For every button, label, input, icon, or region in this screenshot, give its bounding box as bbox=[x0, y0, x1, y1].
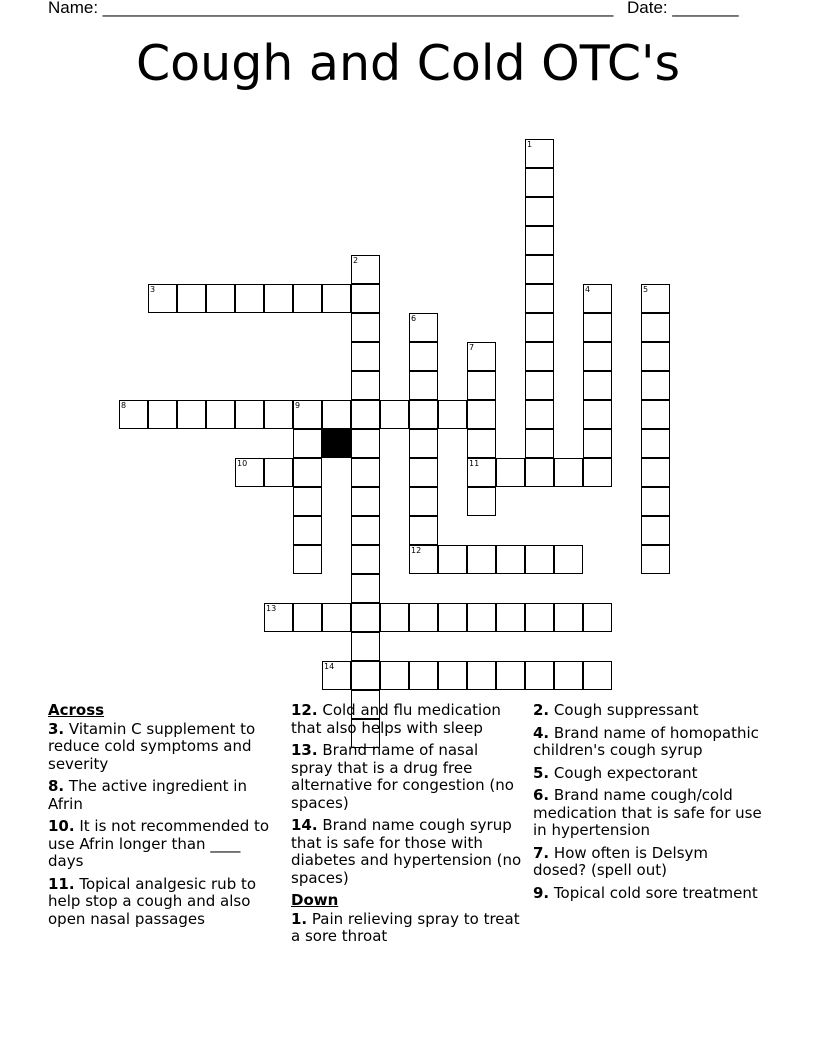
grid-cell[interactable] bbox=[438, 400, 467, 429]
grid-cell[interactable] bbox=[641, 545, 670, 574]
grid-cell[interactable] bbox=[235, 284, 264, 313]
grid-cell[interactable] bbox=[496, 603, 525, 632]
cell-number: 11 bbox=[469, 459, 480, 468]
grid-cell[interactable] bbox=[467, 603, 496, 632]
grid-cell[interactable] bbox=[293, 284, 322, 313]
name-line[interactable]: Name: ______________________________________________________ bbox=[48, 0, 614, 17]
grid-cell[interactable] bbox=[409, 458, 438, 487]
clue-down-7: 7. How often is Delsym dosed? (spell out) bbox=[533, 843, 708, 879]
grid-cell[interactable] bbox=[351, 632, 380, 661]
clue-down-2: 2. Cough suppressant bbox=[533, 701, 699, 719]
grid-cell[interactable] bbox=[119, 400, 148, 429]
grid-cell[interactable] bbox=[525, 400, 554, 429]
clue-across-10: 10. It is not recommended to use Afrin longer than ____ days bbox=[48, 817, 270, 870]
grid-cell[interactable] bbox=[467, 545, 496, 574]
grid-cell[interactable] bbox=[496, 545, 525, 574]
cell-number: 12 bbox=[411, 546, 422, 555]
grid-cell[interactable] bbox=[554, 458, 583, 487]
grid-cell[interactable] bbox=[264, 284, 293, 313]
grid-cell[interactable] bbox=[467, 458, 496, 487]
cell-number: 10 bbox=[237, 459, 248, 468]
grid-cell[interactable] bbox=[583, 342, 612, 371]
grid-cell[interactable] bbox=[148, 400, 177, 429]
date-line[interactable]: Date: _______ bbox=[627, 0, 739, 17]
cell-number: 7 bbox=[469, 343, 475, 352]
grid-cell[interactable] bbox=[467, 661, 496, 690]
grid-cell[interactable] bbox=[206, 400, 235, 429]
grid-cell[interactable] bbox=[583, 429, 612, 458]
grid-cell[interactable] bbox=[409, 661, 438, 690]
grid-cell[interactable] bbox=[438, 545, 467, 574]
grid-cell[interactable] bbox=[293, 516, 322, 545]
grid-cell[interactable] bbox=[467, 429, 496, 458]
grid-cell[interactable] bbox=[641, 371, 670, 400]
grid-cell[interactable] bbox=[525, 458, 554, 487]
clue-down-1: 1. Pain relieving spray to treat a sore throat bbox=[291, 909, 520, 945]
grid-cell[interactable] bbox=[293, 429, 322, 458]
clue-down-5: 5. Cough expectorant bbox=[533, 763, 698, 782]
grid-cell[interactable] bbox=[525, 429, 554, 458]
grid-cell[interactable] bbox=[583, 458, 612, 487]
grid-cell[interactable] bbox=[409, 603, 438, 632]
grid-cell[interactable] bbox=[322, 603, 351, 632]
grid-cell[interactable] bbox=[380, 603, 409, 632]
grid-cell[interactable] bbox=[583, 661, 612, 690]
grid-cell[interactable] bbox=[351, 574, 380, 603]
grid-block bbox=[322, 429, 351, 458]
cell-number: 2 bbox=[353, 256, 359, 265]
grid-cell[interactable] bbox=[293, 400, 322, 429]
grid-cell[interactable] bbox=[351, 400, 380, 429]
grid-cell[interactable] bbox=[438, 661, 467, 690]
clues-column-1 bbox=[48, 702, 280, 933]
grid-cell[interactable] bbox=[525, 226, 554, 255]
grid-cell[interactable] bbox=[525, 139, 554, 168]
grid-cell[interactable] bbox=[409, 313, 438, 342]
grid-cell[interactable] bbox=[525, 255, 554, 284]
grid-cell[interactable] bbox=[293, 458, 322, 487]
grid-cell[interactable] bbox=[641, 429, 670, 458]
grid-cell[interactable] bbox=[351, 255, 380, 284]
clue-across-11: 11. Topical analgesic rub to help stop a cough and also open nasal passages bbox=[48, 874, 257, 928]
grid-cell[interactable] bbox=[351, 313, 380, 342]
cell-number: 14 bbox=[324, 662, 335, 671]
clue-across-8: 8. The active ingredient in Afrin bbox=[48, 777, 247, 813]
clue-down-4: 4. Brand name of homopathic children's cough syrup bbox=[533, 723, 759, 759]
grid-cell[interactable] bbox=[322, 284, 351, 313]
grid-cell[interactable] bbox=[293, 603, 322, 632]
grid-cell[interactable] bbox=[264, 458, 293, 487]
grid-cell[interactable] bbox=[380, 661, 409, 690]
grid-cell[interactable] bbox=[525, 168, 554, 197]
grid-cell[interactable] bbox=[264, 603, 293, 632]
grid-cell[interactable] bbox=[583, 371, 612, 400]
grid-cell[interactable] bbox=[641, 284, 670, 313]
down-heading: Down bbox=[291, 891, 339, 909]
grid-cell[interactable] bbox=[467, 342, 496, 371]
grid-cell[interactable] bbox=[525, 603, 554, 632]
clue-down-6: 6. Brand name cough/cold medication that is safe for use in hypertension bbox=[533, 786, 762, 839]
grid-cell[interactable] bbox=[351, 661, 380, 690]
grid-cell[interactable] bbox=[525, 342, 554, 371]
grid-cell[interactable] bbox=[438, 603, 467, 632]
clue-across-13: 13. Brand name of nasal spray that is a drug free alternative for congestion (no spaces) bbox=[291, 741, 514, 812]
grid-cell[interactable] bbox=[409, 371, 438, 400]
clue-across-12: 12. Cold and flu medication that also helps with sleep bbox=[291, 701, 501, 737]
grid-cell[interactable] bbox=[554, 603, 583, 632]
grid-cell[interactable] bbox=[351, 371, 380, 400]
cell-number: 4 bbox=[585, 285, 591, 294]
grid-cell[interactable] bbox=[583, 313, 612, 342]
grid-cell[interactable] bbox=[525, 197, 554, 226]
grid-cell[interactable] bbox=[641, 342, 670, 371]
grid-cell[interactable] bbox=[554, 545, 583, 574]
clues-column-2 bbox=[291, 702, 523, 951]
clues-column-3 bbox=[533, 702, 765, 907]
grid-cell[interactable] bbox=[409, 342, 438, 371]
grid-cell[interactable] bbox=[206, 284, 235, 313]
grid-cell[interactable] bbox=[525, 313, 554, 342]
grid-cell[interactable] bbox=[409, 400, 438, 429]
grid-cell[interactable] bbox=[409, 516, 438, 545]
grid-cell[interactable] bbox=[525, 661, 554, 690]
page-title: Cough and Cold OTC's bbox=[135, 35, 681, 92]
grid-cell[interactable] bbox=[351, 284, 380, 313]
grid-cell[interactable] bbox=[177, 400, 206, 429]
grid-cell[interactable] bbox=[554, 661, 583, 690]
grid-cell[interactable] bbox=[409, 487, 438, 516]
clue-across-14: 14. Brand name cough syrup that is safe for those with diabetes and hypertension (no spaces) bbox=[291, 816, 522, 887]
grid-cell[interactable] bbox=[235, 400, 264, 429]
cell-number: 6 bbox=[411, 314, 417, 323]
cell-number: 3 bbox=[150, 285, 156, 294]
cell-number: 9 bbox=[295, 401, 301, 410]
grid-cell[interactable] bbox=[496, 458, 525, 487]
grid-cell[interactable] bbox=[293, 545, 322, 574]
grid-cell[interactable] bbox=[583, 284, 612, 313]
grid-cell[interactable] bbox=[583, 400, 612, 429]
grid-cell[interactable] bbox=[148, 284, 177, 313]
grid-cell[interactable] bbox=[409, 545, 438, 574]
grid-cell[interactable] bbox=[264, 400, 293, 429]
grid-cell[interactable] bbox=[641, 458, 670, 487]
grid-cell[interactable] bbox=[235, 458, 264, 487]
grid-cell[interactable] bbox=[351, 342, 380, 371]
grid-cell[interactable] bbox=[641, 313, 670, 342]
cell-number: 13 bbox=[266, 604, 277, 613]
grid-cell[interactable] bbox=[525, 284, 554, 313]
grid-cell[interactable] bbox=[409, 429, 438, 458]
grid-cell[interactable] bbox=[641, 400, 670, 429]
grid-cell[interactable] bbox=[583, 603, 612, 632]
grid-cell[interactable] bbox=[351, 429, 380, 458]
cell-number: 1 bbox=[527, 140, 533, 149]
grid-cell[interactable] bbox=[322, 661, 351, 690]
grid-cell[interactable] bbox=[641, 487, 670, 516]
grid-cell[interactable] bbox=[467, 371, 496, 400]
grid-cell[interactable] bbox=[496, 661, 525, 690]
grid-cell[interactable] bbox=[467, 487, 496, 516]
grid-cell[interactable] bbox=[351, 458, 380, 487]
grid-cell[interactable] bbox=[641, 516, 670, 545]
cell-number: 5 bbox=[643, 285, 649, 294]
grid-cell[interactable] bbox=[351, 516, 380, 545]
across-heading: Across bbox=[48, 701, 105, 719]
grid-cell[interactable] bbox=[177, 284, 206, 313]
clue-across-3: 3. Vitamin C supplement to reduce cold symptoms and severity bbox=[48, 719, 256, 773]
cell-number: 8 bbox=[121, 401, 127, 410]
grid-cell[interactable] bbox=[322, 400, 351, 429]
grid-cell[interactable] bbox=[351, 545, 380, 574]
grid-cell[interactable] bbox=[525, 545, 554, 574]
clue-down-9: 9. Topical cold sore treatment bbox=[533, 883, 758, 902]
grid-cell[interactable] bbox=[467, 400, 496, 429]
grid-cell[interactable] bbox=[293, 487, 322, 516]
grid-cell[interactable] bbox=[351, 487, 380, 516]
grid-cell[interactable] bbox=[351, 603, 380, 632]
grid-cell[interactable] bbox=[380, 400, 409, 429]
grid-cell[interactable] bbox=[525, 371, 554, 400]
